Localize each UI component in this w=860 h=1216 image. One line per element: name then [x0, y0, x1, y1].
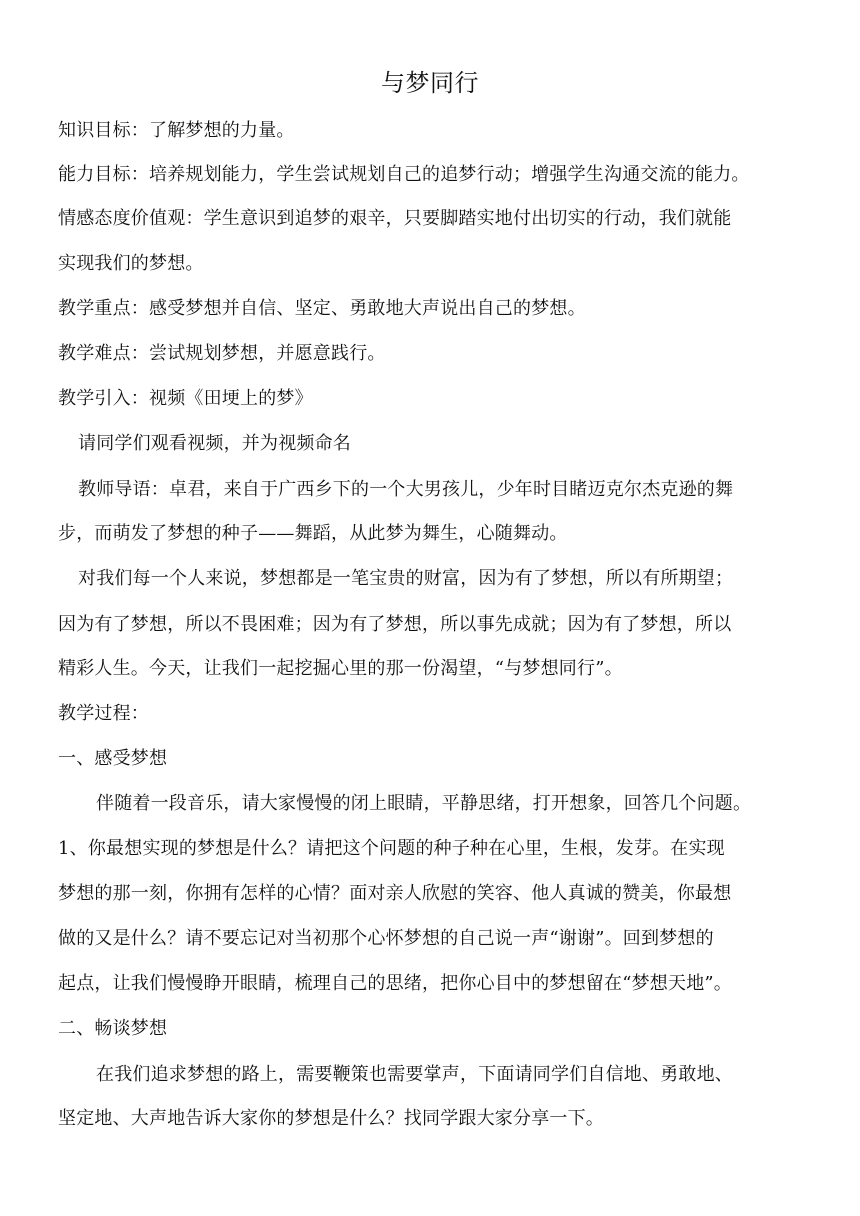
- paragraph-line: 情感态度价值观：学生意识到追梦的艰辛，只要脚踏实地付出切实的行动，我们就能: [58, 208, 732, 229]
- document-title: 与梦同行: [381, 69, 479, 97]
- paragraph-line: 步，而萌发了梦想的种子——舞蹈，从此梦为舞生，心随舞动。: [58, 523, 568, 544]
- paragraph-line: 伴随着一段音乐，请大家慢慢的闭上眼睛，平静思绪，打开想象，回答几个问题。: [96, 793, 752, 814]
- paragraph-line: 请同学们观看视频，并为视频命名: [78, 433, 351, 454]
- paragraph-line: 起点，让我们慢慢睁开眼睛，梳理自己的思绪，把你心目中的梦想留在“梦想天地”。: [58, 973, 733, 994]
- section-heading: 二、畅谈梦想: [58, 1018, 168, 1039]
- paragraph-line: 做的又是什么？请不要忘记对当初那个心怀梦想的自己说一声“谢谢”。回到梦想的: [58, 928, 714, 949]
- paragraph-line: 1、你最想实现的梦想是什么？请把这个问题的种子种在心里，生根，发芽。在实现: [58, 838, 725, 859]
- paragraph-line: 因为有了梦想，所以不畏困难；因为有了梦想，所以事先成就；因为有了梦想，所以: [58, 614, 732, 635]
- paragraph-line: 教学重点：感受梦想并自信、坚定、勇敢地大声说出自己的梦想。: [58, 298, 586, 319]
- paragraph-line: 能力目标：培养规划能力，学生尝试规划自己的追梦行动；增强学生沟通交流的能力。: [58, 164, 750, 185]
- paragraph-line: 梦想的那一刻，你拥有怎样的心情？面对亲人欣慰的笑容、他人真诚的赞美，你最想: [58, 883, 732, 904]
- paragraph-line: 实现我们的梦想。: [58, 253, 204, 274]
- paragraph-line: 在我们追求梦想的路上，需要鞭策也需要掌声，下面请同学们自信地、勇敢地、: [96, 1064, 733, 1085]
- paragraph-line: 精彩人生。今天，让我们一起挖掘心里的那一份渴望，“与梦想同行”。: [58, 658, 623, 679]
- paragraph-line: 坚定地、大声地告诉大家你的梦想是什么？找同学跟大家分享一下。: [58, 1108, 604, 1129]
- paragraph-line: 教师导语：卓君，来自于广西乡下的一个大男孩儿，少年时目睹迈克尔杰克逊的舞: [78, 479, 734, 500]
- paragraph-line: 教学引入：视频《田埂上的梦》: [58, 388, 313, 409]
- paragraph-line: 教学难点：尝试规划梦想，并愿意践行。: [58, 343, 386, 364]
- section-heading: 一、感受梦想: [58, 748, 168, 769]
- paragraph-line: 教学过程：: [58, 703, 149, 724]
- paragraph-line: 知识目标：了解梦想的力量。: [58, 120, 295, 141]
- paragraph-line: 对我们每一个人来说，梦想都是一笔宝贵的财富，因为有了梦想，所以有所期望；: [78, 568, 734, 589]
